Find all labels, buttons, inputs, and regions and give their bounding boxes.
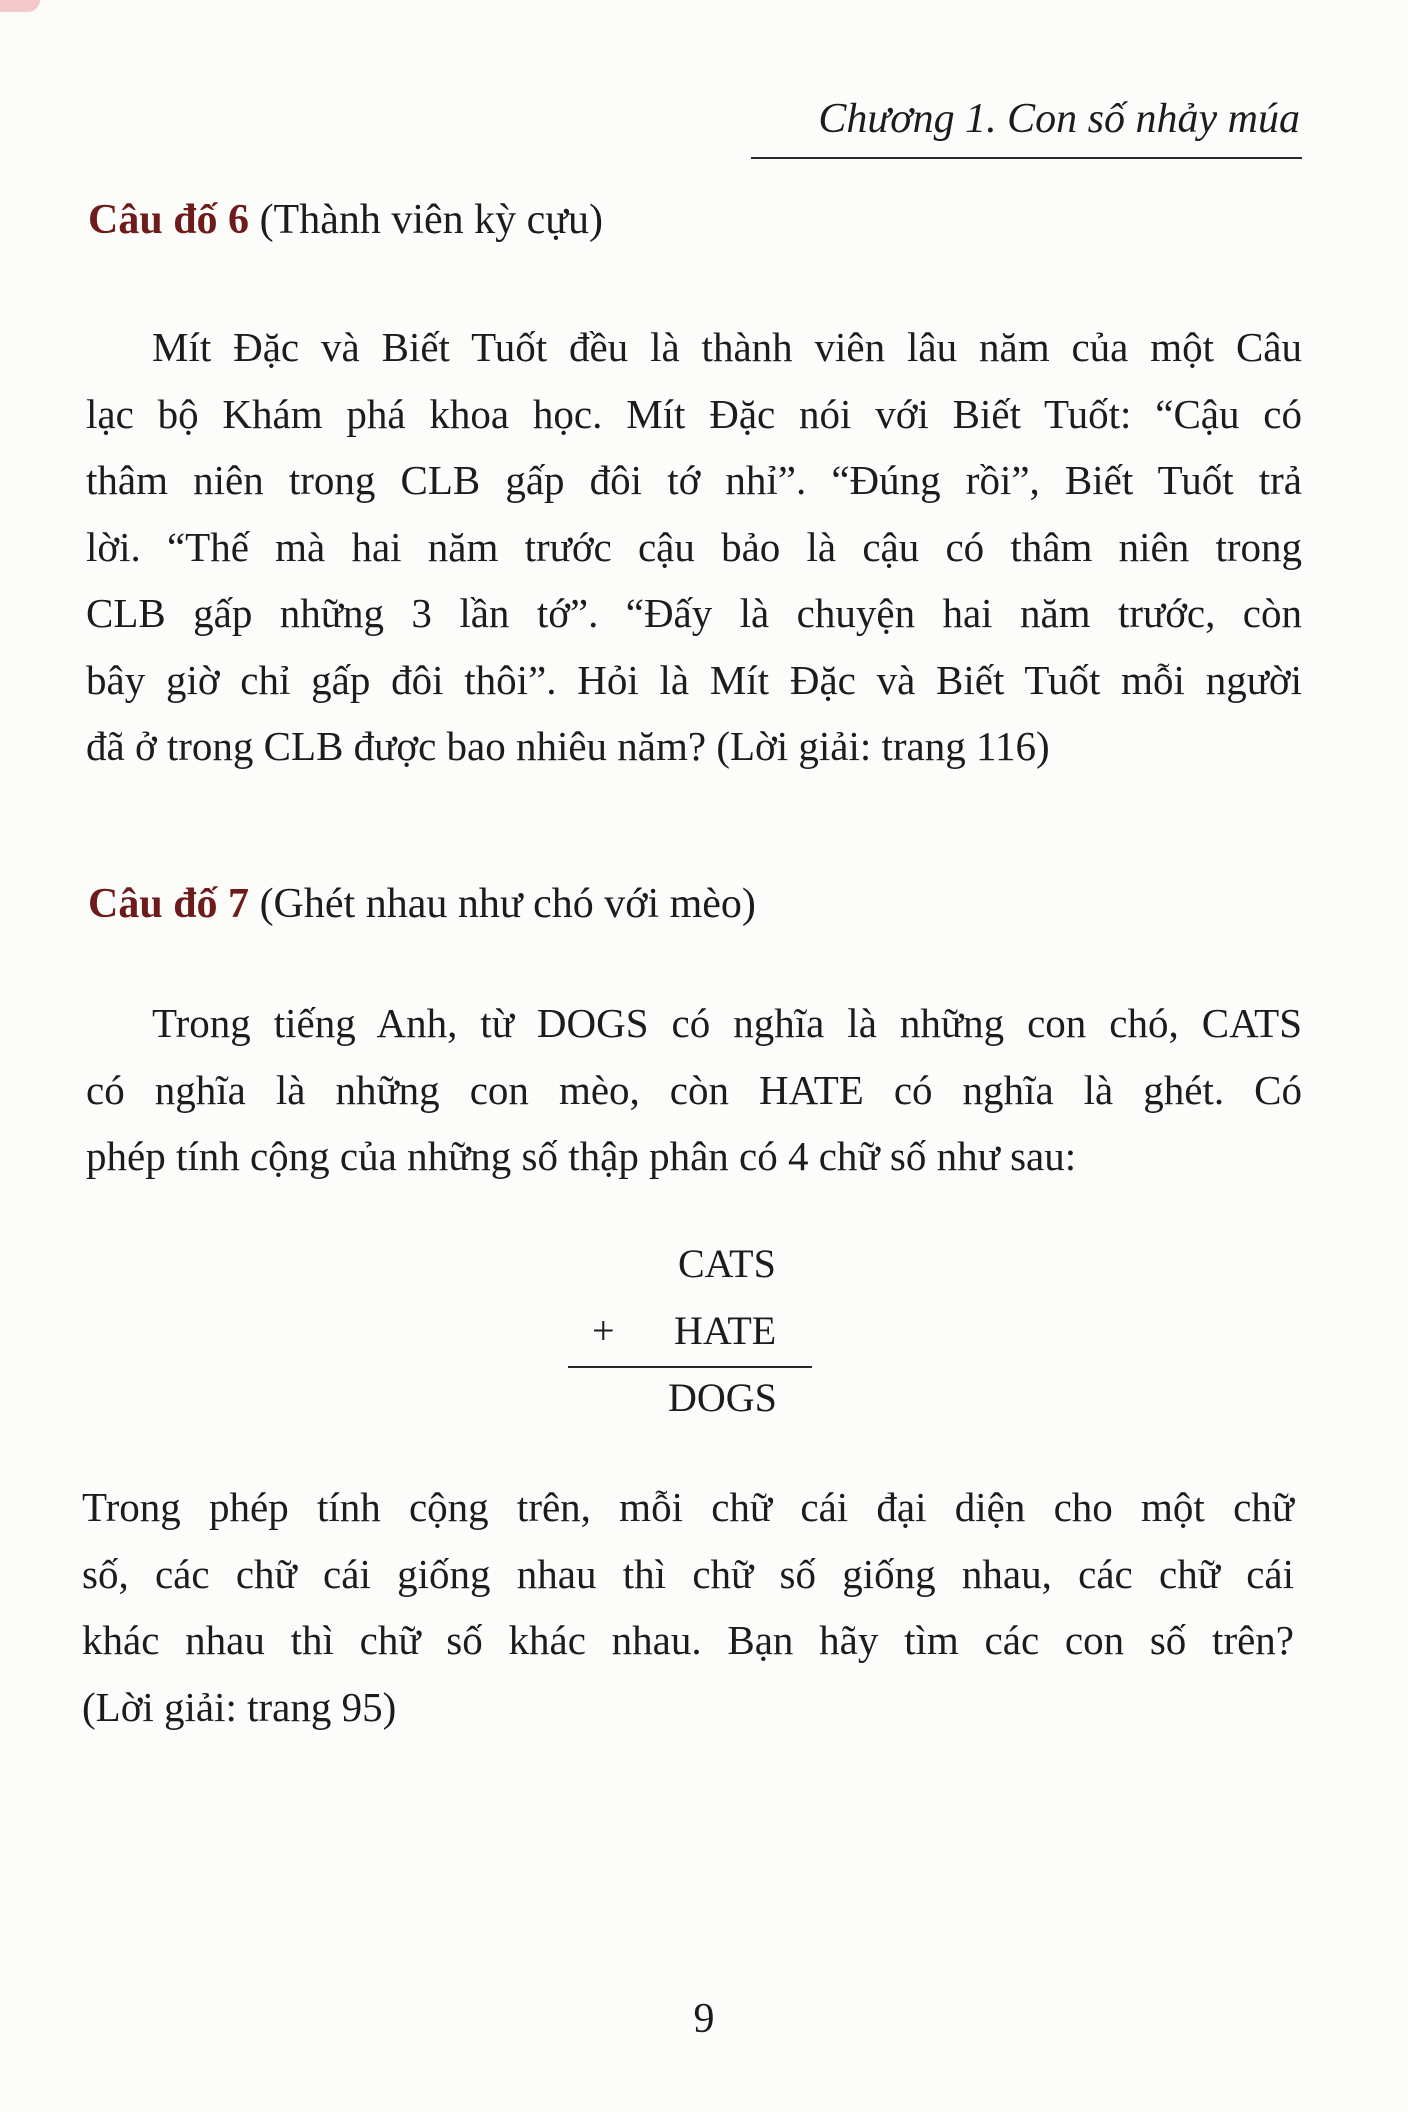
puzzle-6-label: Câu đố 6: [88, 197, 250, 243]
puzzle-7-subtitle: (Ghét nhau như chó với mèo): [249, 881, 756, 927]
text-line: lạc bộ Khám phá khoa học. Mít Đặc nói với Biết Tuốt: “Cậu có: [86, 390, 1302, 437]
equation-rule: [568, 1366, 812, 1368]
text-line: phép tính cộng của những số thập phân có 4 chữ số như sau:: [86, 1133, 1077, 1179]
puzzle-7-outro: [82, 1474, 1294, 1740]
text-line: đã ở trong CLB được bao nhiêu năm? (Lời giải: trang 116): [86, 723, 1050, 769]
scan-mark: [0, 0, 40, 12]
text-line: lời. “Thế mà hai năm trước cậu bảo là cậu có thâm niên trong: [86, 523, 1302, 570]
header-rule: [751, 157, 1302, 159]
text-line: khác nhau thì chữ số khác nhau. Bạn hãy tìm các con số trên?: [82, 1617, 1294, 1663]
page-number: 9: [693, 1996, 715, 2042]
puzzle-6-heading: [88, 196, 603, 244]
text-line: Trong phép tính cộng trên, mỗi chữ cái đại diện cho một chữ: [82, 1484, 1294, 1530]
text-line: thâm niên trong CLB gấp đôi tớ nhỉ”. “Đúng rồi”, Biết Tuốt trả: [86, 457, 1302, 503]
puzzle-6-subtitle: (Thành viên kỳ cựu): [249, 197, 604, 243]
text-line: (Lời giải: trang 95): [82, 1683, 397, 1730]
puzzle-7-label: Câu đố 7: [88, 881, 250, 927]
running-header: Chương 1. Con số nhảy múa: [818, 96, 1300, 142]
equation-addend-1: CATS: [678, 1241, 776, 1286]
text-line: số, các chữ cái giống nhau thì chữ số giống nhau, các chữ cái: [82, 1550, 1294, 1597]
text-line: CLB gấp những 3 lần tớ”. “Đấy là chuyện hai năm trước, còn: [86, 590, 1302, 636]
equation-operator: +: [592, 1308, 615, 1353]
text-line: Mít Đặc và Biết Tuốt đều là thành viên lâu năm của một Câu: [152, 324, 1302, 370]
puzzle-6-text: [86, 314, 1302, 780]
equation-addend-2: HATE: [674, 1308, 777, 1353]
puzzle-7-heading: [88, 880, 756, 928]
text-line: bây giờ chỉ gấp đôi thôi”. Hỏi là Mít Đặc và Biết Tuốt mỗi người: [86, 656, 1302, 703]
text-line: Trong tiếng Anh, từ DOGS có nghĩa là những con chó, CATS: [152, 1000, 1302, 1046]
text-line: có nghĩa là những con mèo, còn HATE có nghĩa là ghét. Có: [86, 1066, 1302, 1113]
equation-sum: DOGS: [668, 1375, 777, 1420]
puzzle-7-intro: [86, 990, 1302, 1190]
